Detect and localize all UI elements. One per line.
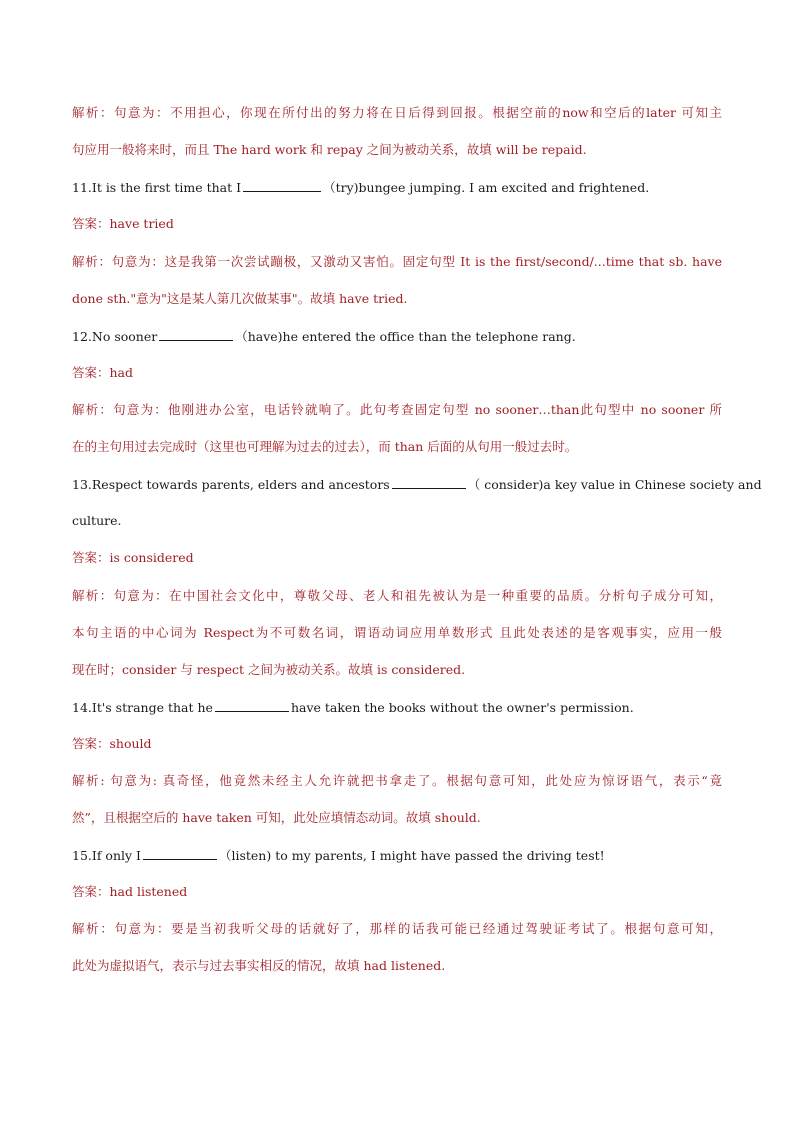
explanation-line: 解析：句意为：这是我第一次尝试蹦极，又激动又害怕。固定句型 It is the first/second/...time that sb. have: [72, 254, 722, 269]
explanation-line: done sth."意为"这是某人第几次做某事"。故填 have tried.: [72, 291, 408, 306]
question-13: [72, 475, 762, 494]
question-11: [72, 178, 722, 197]
explanation-line: 现在时；consider 与 respect 之间为被动关系。故填 is considered.: [72, 662, 466, 677]
question-text: 15.If only I: [72, 848, 141, 863]
question-text: 12.No sooner: [72, 329, 158, 344]
question-text: have taken the books without the owner's permission.: [290, 700, 634, 715]
explanation-line: 此处为虚拟语气，表示与过去事实相反的情况，故填 had listened.: [72, 958, 446, 973]
explanation-line: 解析：句意为：不用担心，你现在所付出的努力将在日后得到回报。根据空前的now和空后的later 可知主: [72, 105, 722, 120]
answer-line: 答案：have tried: [72, 216, 174, 231]
explanation-line: 解析: 句意为: 真奇怪，他竟然未经主人允许就把书拿走了。根据句意可知，此处应为惊讶语气，表示“竟: [72, 773, 722, 788]
question-text: 13.Respect towards parents, elders and ancestors: [72, 477, 390, 492]
answer-blank: [243, 178, 321, 192]
question-15: [72, 846, 722, 865]
question-text: （try)bungee jumping. I am excited and frightened.: [323, 180, 650, 195]
answer-blank: [143, 846, 217, 860]
explanation-line: 解析：句意为：在中国社会文化中，尊敬父母、老人和祖先被认为是一种重要的品质。分析句子成分可知，: [72, 588, 722, 603]
question-text: （ consider)a key value in Chinese society and: [467, 477, 762, 492]
question-14: [72, 698, 722, 717]
question-text: 11.It is the first time that I: [72, 180, 242, 195]
answer-blank: [392, 475, 466, 489]
explanation-line: 解析：句意为：他刚进办公室，电话铃就响了。此句考查固定句型 no sooner…than此句型中 no sooner 所: [72, 402, 722, 417]
answer-line: 答案：should: [72, 736, 152, 751]
question-text: （have)he entered the office than the telephone rang.: [235, 329, 576, 344]
question-text: culture.: [72, 513, 122, 528]
answer-line: 答案：had listened: [72, 884, 188, 899]
explanation-line: 本句主语的中心词为 Respect为不可数名词，谓语动词应用单数形式 且此处表述的是客观事实，应用一般: [72, 625, 722, 640]
answer-blank: [215, 698, 289, 712]
question-text: （listen) to my parents, I might have passed the driving test!: [218, 848, 605, 863]
question-text: 14.It's strange that he: [72, 700, 213, 715]
explanation-line: 解析：句意为：要是当初我听父母的话就好了，那样的话我可能已经通过驾驶证考试了。根据句意可知，: [72, 921, 722, 936]
answer-line: 答案：had: [72, 365, 134, 380]
explanation-line: 然”，且根据空后的 have taken 可知，此处应填情态动词。故填 should.: [72, 810, 481, 825]
answer-line: 答案：is considered: [72, 550, 194, 565]
question-12: [72, 327, 722, 346]
explanation-line: 句应用一般将来时，而且 The hard work 和 repay 之间为被动关系，故填 will be repaid.: [72, 142, 587, 157]
answer-blank: [159, 327, 233, 341]
explanation-line: 在的主句用过去完成时（这里也可理解为过去的过去），而 than 后面的从句用一般过去时。: [72, 439, 578, 454]
